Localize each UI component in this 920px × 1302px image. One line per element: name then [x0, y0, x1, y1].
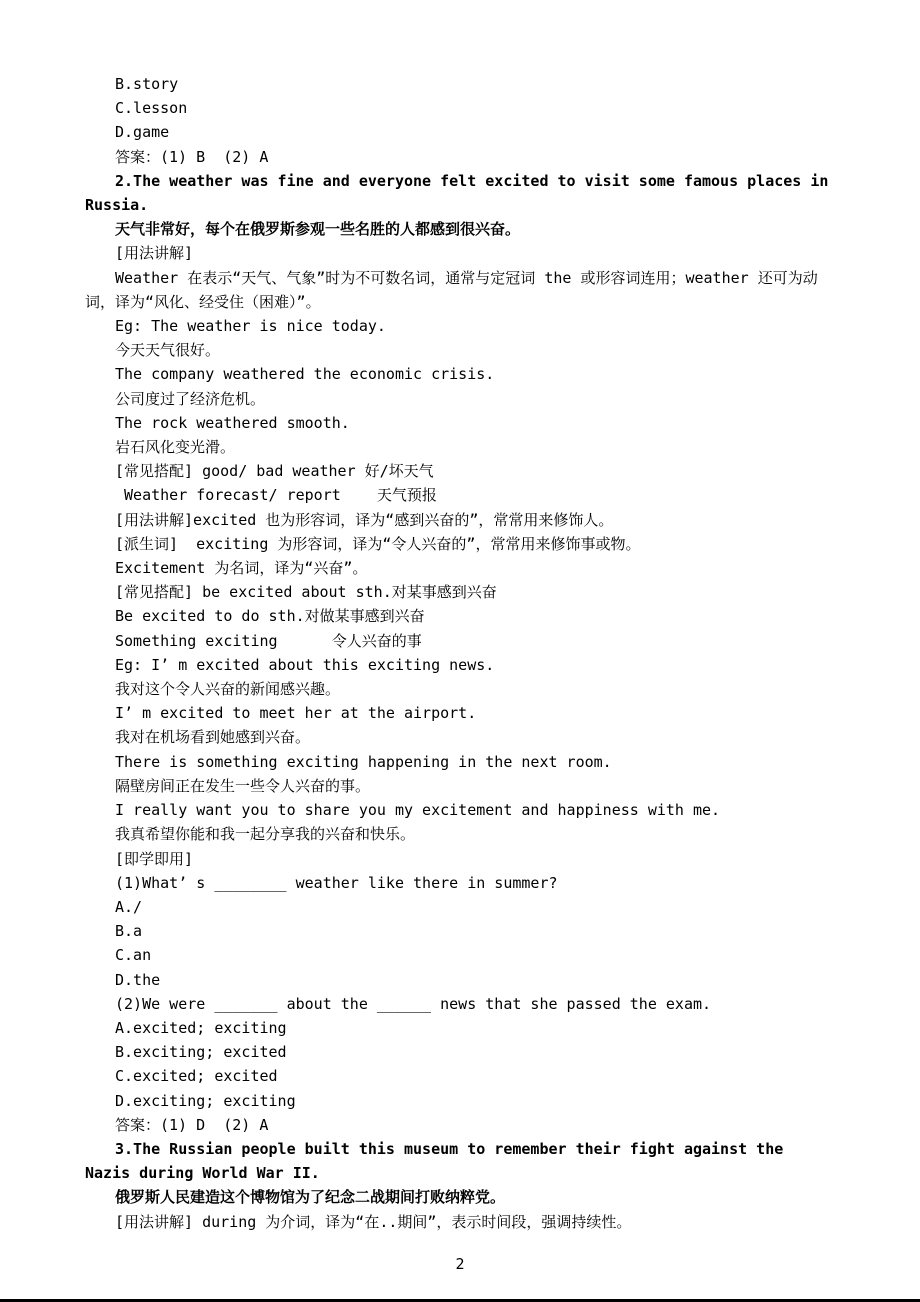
paragraph: 隔壁房间正在发生一些令人兴奋的事。	[115, 776, 371, 795]
paragraph: Something exciting 令人兴奋的事	[115, 631, 422, 650]
paragraph: 公司度过了经济危机。	[115, 389, 266, 408]
paragraph: [派生词] exciting 为形容词，译为“令人兴奋的”，常常用来修饰事或物。	[115, 534, 641, 553]
paragraph: [用法讲解]	[115, 244, 194, 263]
paragraph: 答案：(1) B (2) A	[115, 147, 269, 166]
paragraph: 我对在机场看到她感到兴奋。	[115, 728, 311, 747]
paragraph: B.story	[115, 75, 179, 93]
paragraph: 3.The Russian people built this museum to remember their fight against the Nazis during World War II.	[85, 1139, 793, 1183]
paragraph: I’ m excited to meet her at the airport.	[115, 704, 477, 723]
paragraph: 今天天气很好。	[115, 341, 221, 360]
paragraph: 2.The weather was fine and everyone felt excited to visit some famous places in Russia.	[85, 171, 838, 215]
paragraph: B.a	[115, 922, 143, 941]
paragraph: B.exciting; excited	[115, 1043, 287, 1062]
paragraph: 岩石风化变光滑。	[115, 438, 236, 457]
paragraph: C.lesson	[115, 99, 188, 118]
paragraph: (2)We were _______ about the ______ news that she passed the exam.	[115, 994, 712, 1013]
paragraph: (1)What’ s ________ weather like there in summer?	[115, 873, 558, 892]
paragraph: 俄罗斯人民建造这个博物馆为了纪念二战期间打败纳粹党。	[115, 1188, 506, 1207]
paragraph: Eg: I’ m excited about this exciting news.	[115, 655, 495, 674]
paragraph: 天气非常好，每个在俄罗斯参观一些名胜的人都感到很兴奋。	[115, 220, 521, 239]
paragraph: I really want you to share you my excitement and happiness with me.	[115, 801, 721, 820]
paragraph: [常见搭配] good/ bad weather 好/坏天气	[115, 462, 434, 481]
paragraph: Eg: The weather is nice today.	[115, 317, 386, 336]
page-footer	[0, 1254, 920, 1274]
paragraph: Excitement 为名词，译为“兴奋”。	[115, 559, 368, 578]
paragraph: C.an	[115, 946, 152, 965]
paragraph: D.game	[115, 123, 170, 142]
paragraph: C.excited; excited	[115, 1067, 278, 1086]
paragraph: [常见搭配] be excited about sth.对某事感到兴奋	[115, 583, 497, 602]
paragraph: 我真希望你能和我一起分享我的兴奋和快乐。	[115, 825, 416, 844]
paragraph: [用法讲解]excited 也为形容词，译为“感到兴奋的”，常常用来修饰人。	[115, 510, 614, 529]
paragraph: Weather forecast/ report 天气预报	[115, 486, 437, 505]
paragraph: The rock weathered smooth.	[115, 413, 350, 432]
paragraph: A.excited; exciting	[115, 1018, 287, 1037]
paragraph: Be excited to do sth.对做某事感到兴奋	[115, 607, 425, 626]
paragraph: Weather 在表示“天气、气象”时为不可数名词，通常与定冠词 the 或形容词连用；weather 还可为动词，译为“风化、经受住（困难）”。	[85, 268, 818, 311]
paragraph: A./	[115, 897, 143, 916]
paragraph: 我对这个令人兴奋的新闻感兴趣。	[115, 680, 341, 699]
paragraph: [即学即用]	[115, 849, 194, 868]
paragraph: [用法讲解] during 为介词，译为“在..期间”，表示时间段，强调持续性。	[115, 1212, 632, 1231]
paragraph: There is something exciting happening in the next room.	[115, 752, 612, 771]
paragraph: 答案：(1) D (2) A	[115, 1115, 269, 1134]
paragraph: The company weathered the economic crisis.	[115, 365, 495, 384]
paragraph: D.exciting; exciting	[115, 1091, 296, 1110]
page-number: 2	[455, 1255, 465, 1273]
paragraph: D.the	[115, 970, 161, 989]
